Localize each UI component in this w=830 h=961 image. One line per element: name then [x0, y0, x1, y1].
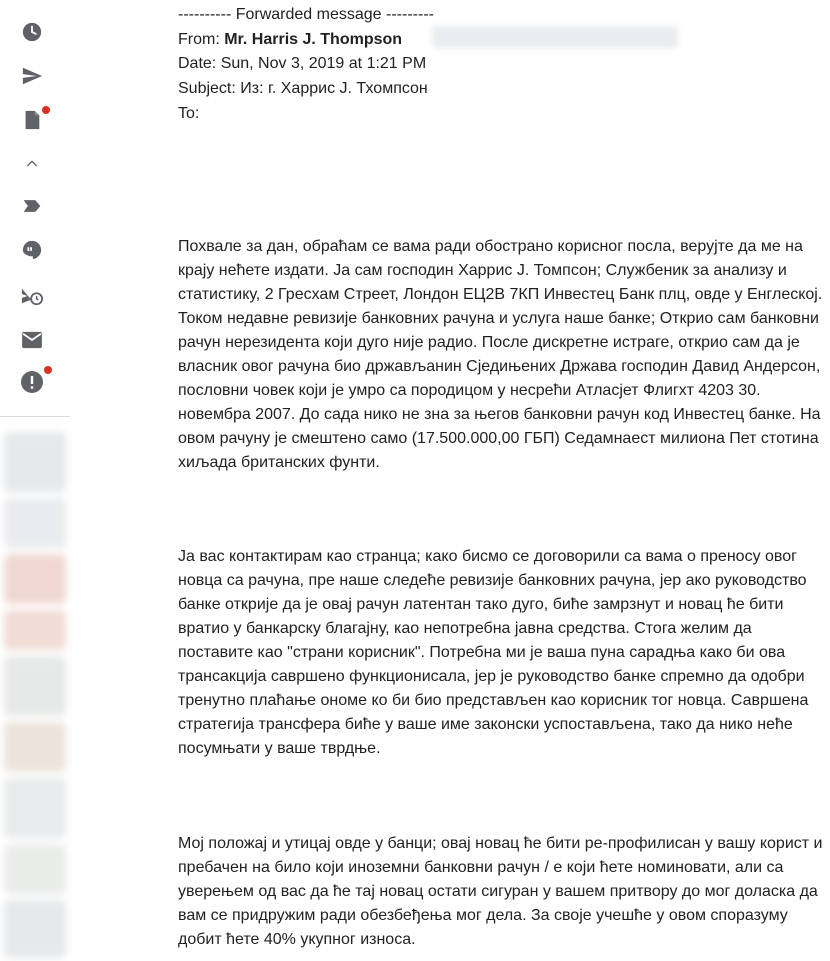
- body-paragraph-1: Похвале за дан, обраћам се вама ради обострано корисног посла, верујте да ме на крају нећете издати. Ја сам господин Харрис Ј. Томпсон; Службеник за анализу и статистику, 2 Гресхам Стреет, Лондон ЕЦ2В 7КП Инвестец Банк плц, овде у Енглеској. Током недавне ревизије банковних рачуна и услуга наше банке; Открио сам банковни рачун нерезидента који дуго није радио. После дискретне истраге, открио сам да је власник овог рачуна био држављанин Сједињених Држава господин Давид Андерсон, пословни човек који је умро са породицом у несрећи Атласјет Флигхт 4203 30. новембра 2007. До сада нико не зна за његов банковни рачун код Инвестец банке. На овом рачуну је смештено само (17.500.000,00 ГБП) Седамнаест милиона Пет стотина хиљада британских фунти.: [178, 238, 823, 471]
- date-line: Date: Sun, Nov 3, 2019 at 1:21 PM: [178, 55, 427, 72]
- subject-line: Subject: Из: г. Харрис Ј. Тхомпсон: [178, 80, 428, 97]
- body-paragraph-3: Мој положај и утицај овде у банци; овај новац ће бити ре-профилисан у вашу корист и пребачен на било који иноземни банковни рачун / е који ћете номиновати, али са уверењем од вас да ће тај новац остати сигуран у вашем притвору до мог доласка да вам се придружим ради обезбеђења мог дела. За своје учешће у овом споразуму добит ћете 40% укупног износа.: [178, 835, 823, 948]
- send-icon[interactable]: [18, 62, 46, 90]
- forwarded-divider: ---------- Forwarded message ---------: [178, 6, 434, 23]
- nav-rail: [0, 0, 70, 961]
- chevron-up-icon[interactable]: [18, 150, 46, 178]
- spam-icon[interactable]: [18, 368, 46, 396]
- from-line: [178, 28, 402, 52]
- scheduled-send-icon[interactable]: [18, 282, 46, 310]
- clock-icon[interactable]: [18, 18, 46, 46]
- rail-divider: [0, 416, 70, 417]
- spam-badge-dot: [44, 366, 52, 374]
- to-line: To:: [178, 105, 200, 122]
- mail-icon[interactable]: [18, 326, 46, 354]
- body-paragraph-2: Ја вас контактирам као странца; како бисмо се договорили са вама о преносу овог новца са рачуна, пре наше следеће ревизије банковних рачуна, јер ако руководство банке открије да је овај рачун латентан тако дуго, биће замрзнут и новац ће бити вратио у банкарску благајну, као непотребна јавна средства. Стога желим да поставите као "страни корисник". Потребна ми је ваша пуна сарадња како би ова трансакција савршено функционисала, јер је руководство банке спремно да одобри тренутно плаћање ономе ко би био представљен као корисник тог новца. Савршена стратегија трансфера биће у ваше име законски успостављена, тако да нико неће посумњати у ваше тврдње.: [178, 548, 809, 757]
- from-label: From:: [178, 31, 225, 48]
- chat-icon[interactable]: [18, 236, 46, 264]
- label-important-icon[interactable]: [18, 192, 46, 220]
- redacted-sender-email: [432, 26, 678, 48]
- draft-badge-dot: [42, 106, 50, 114]
- blurred-label-list: [0, 428, 70, 961]
- sender-name[interactable]: Mr. Harris J. Thompson: [224, 31, 403, 48]
